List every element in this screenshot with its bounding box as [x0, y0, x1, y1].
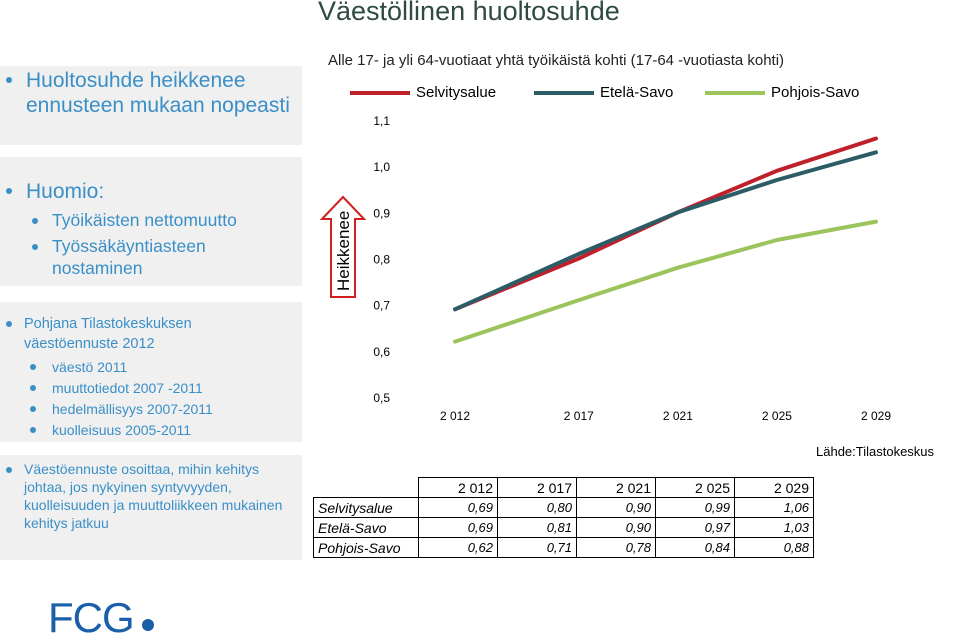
x-tick-label: 2 017 [563, 409, 594, 423]
y-tick-label: 0,6 [373, 344, 390, 359]
y-tick-label: 0,8 [373, 252, 390, 267]
forecast-note-text: Väestöennuste osoittaa, mihin kehitys johtaa, jos nykyinen syntyvyyden, kuolleisuuden ja muuttoliikkeen mukainen kehitys jatkuu [24, 461, 283, 531]
table-cell: 0,78 [577, 538, 656, 558]
y-tick-label: 0,5 [373, 391, 390, 405]
basis-item-3: hedelmällisyys 2007-2011 [52, 401, 213, 417]
table-row-label: Selvitysalue [314, 498, 419, 518]
legend-label: Pohjois-Savo [771, 84, 860, 101]
arrow-label-text: Heikkenee [334, 210, 353, 291]
y-tick-label: 0,9 [373, 206, 390, 221]
table-header-cell: 2 012 [419, 478, 498, 498]
table-header-cell: 2 017 [498, 478, 577, 498]
slide-title: Väestöllinen huoltosuhde [318, 0, 620, 26]
note-heading: Huomio: [26, 180, 105, 203]
series-line-selvitysalue [455, 139, 876, 310]
table-cell: 0,80 [498, 498, 577, 518]
table-header-cell: 2 029 [735, 478, 814, 498]
table-cell: 0,88 [735, 538, 814, 558]
table-row [314, 498, 814, 518]
y-tick-label: 1,1 [373, 114, 390, 128]
basis-item-1: väestö 2011 [52, 359, 128, 375]
table-cell: 0,90 [577, 518, 656, 538]
basis-item-4: kuolleisuus 2005-2011 [52, 422, 192, 438]
y-tick-label: 0,7 [373, 298, 390, 313]
table-cell: 0,90 [577, 498, 656, 518]
table-header-cell: 2 025 [656, 478, 735, 498]
table-cell: 0,69 [419, 518, 498, 538]
table-cell: 0,99 [656, 498, 735, 518]
table-row-label: Pohjois-Savo [314, 538, 419, 558]
source-note: Lähde:Tilastokeskus [816, 444, 935, 459]
table-corner [314, 478, 419, 498]
table-cell: 0,71 [498, 538, 577, 558]
x-tick-label: 2 012 [439, 409, 471, 423]
chart-title: Alle 17- ja yli 64-vuotiaat yhtä työikäistä kohti (17-64 -vuotiasta kohti) [328, 52, 785, 69]
table-cell: 1,03 [735, 518, 814, 538]
table-row-label: Etelä-Savo [314, 518, 419, 538]
series-line-etel-savo [455, 152, 876, 309]
table-cell: 0,62 [419, 538, 498, 558]
bullet-icon [6, 467, 12, 473]
table-cell: 0,69 [419, 498, 498, 518]
note-item-2: Työssäkäyntiasteen nostaminen [52, 236, 206, 278]
x-tick-label: 2 025 [761, 409, 792, 423]
note-item-1: Työikäisten nettomuutto [52, 210, 237, 230]
legend-label: Etelä-Savo [600, 84, 674, 101]
x-tick-label: 2 021 [662, 409, 693, 423]
logo-text: FCG [48, 596, 134, 636]
x-tick-label: 2 029 [860, 409, 892, 423]
table-header-row [314, 478, 814, 498]
logo-mark [48, 596, 158, 636]
table-cell: 0,97 [656, 518, 735, 538]
summary-text: Huoltosuhde heikkenee ennusteen mukaan nopeasti [26, 69, 290, 117]
table-header-cell: 2 021 [577, 478, 656, 498]
table-cell: 0,84 [656, 538, 735, 558]
table-cell: 0,81 [498, 518, 577, 538]
table-row [314, 538, 814, 558]
data-table [313, 477, 814, 558]
basis-item-2: muuttotiedot 2007 -2011 [52, 380, 203, 396]
y-tick-label: 1,0 [373, 160, 390, 175]
table-row [314, 518, 814, 538]
panel-forecast-note [0, 455, 302, 560]
legend-label: Selvitysalue [416, 84, 497, 101]
fcg-logo [48, 596, 158, 641]
table-cell: 1,06 [735, 498, 814, 518]
basis-heading: Pohjana Tilastokeskuksen väestöennuste 2012 [24, 316, 192, 352]
